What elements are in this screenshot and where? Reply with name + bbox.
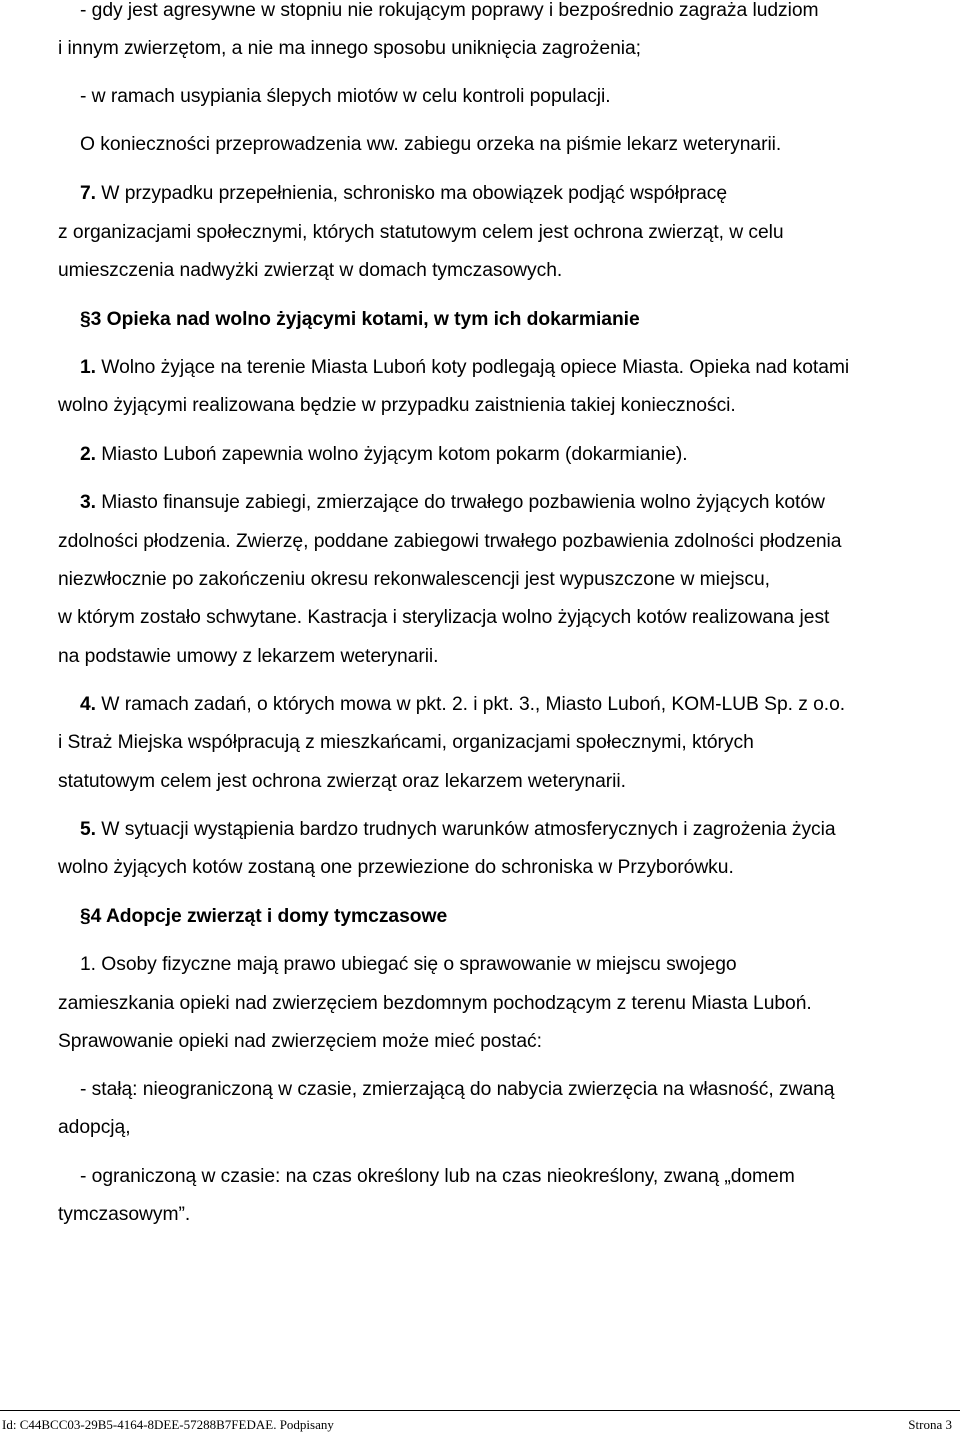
- text-line: wolno żyjących kotów zostaną one przewiezione do schroniska w Przyborówku.: [58, 857, 734, 878]
- text-line: O konieczności przeprowadzenia ww. zabiegu orzeka na piśmie lekarz weterynarii.: [80, 134, 782, 155]
- footer-divider: [0, 1410, 960, 1411]
- text-line: 1. Osoby fizyczne mają prawo ubiegać się o sprawowanie w miejscu swojego: [80, 954, 737, 975]
- section3-item-1: [80, 355, 849, 381]
- text-line: i innym zwierzętom, a nie ma innego sposobu uniknięcia zagrożenia;: [58, 38, 641, 59]
- text-line: - ograniczoną w czasie: na czas określony lub na czas nieokreślony, zwaną „domem: [80, 1166, 795, 1187]
- section-heading-3: §3 Opieka nad wolno żyjącymi kotami, w tym ich dokarmianie: [80, 309, 640, 330]
- text-line: statutowym celem jest ochrona zwierząt oraz lekarzem weterynarii.: [58, 771, 626, 792]
- text-line: - gdy jest agresywne w stopniu nie rokującym poprawy i bezpośrednio zagraża ludziom: [80, 0, 819, 21]
- section3-item-5: [80, 817, 836, 843]
- page-number: Strona 3: [908, 1417, 952, 1432]
- item-number: 2.: [80, 444, 96, 465]
- text-line: Miasto finansuje zabiegi, zmierzające do trwałego pozbawienia wolno żyjących kotów: [101, 492, 825, 513]
- text-line: - stałą: nieograniczoną w czasie, zmierzającą do nabycia zwierzęcia na własność, zwaną: [80, 1079, 835, 1100]
- text-line: Miasto Luboń zapewnia wolno żyjącym kotom pokarm (dokarmianie).: [101, 444, 688, 465]
- section-heading-4: §4 Adopcje zwierząt i domy tymczasowe: [80, 906, 448, 927]
- text-line: W przypadku przepełnienia, schronisko ma obowiązek podjąć współpracę: [101, 183, 728, 204]
- text-line: zamieszkania opieki nad zwierzęciem bezdomnym pochodzącym z terenu Miasta Luboń.: [58, 993, 812, 1014]
- section3-item-3: [80, 490, 825, 516]
- item-number: 3.: [80, 492, 96, 513]
- section3-item-4: [80, 692, 845, 718]
- text-line: i Straż Miejska współpracują z mieszkańcami, organizacjami społecznymi, których: [58, 732, 754, 753]
- section3-item-2: [80, 442, 688, 468]
- text-line: Sprawowanie opieki nad zwierzęciem może mieć postać:: [58, 1031, 542, 1052]
- item-number: 5.: [80, 819, 96, 840]
- text-line: na podstawie umowy z lekarzem weterynarii.: [58, 646, 439, 667]
- paragraph-7: [80, 181, 727, 207]
- text-line: umieszczenia nadwyżki zwierząt w domach tymczasowych.: [58, 260, 563, 281]
- text-line: w którym zostało schwytane. Kastracja i sterylizacja wolno żyjących kotów realizowana jest: [58, 607, 830, 628]
- text-line: z organizacjami społecznymi, których statutowym celem jest ochrona zwierząt, w celu: [58, 222, 784, 243]
- text-line: niezwłocznie po zakończeniu okresu rekonwalescencji jest wypuszczone w miejscu,: [58, 569, 770, 590]
- text-line: adopcją,: [58, 1117, 131, 1138]
- text-line: - w ramach usypiania ślepych miotów w celu kontroli populacji.: [80, 86, 611, 107]
- text-line: wolno żyjącymi realizowana będzie w przypadku zaistnienia takiej konieczności.: [58, 395, 736, 416]
- item-number: 1.: [80, 357, 96, 378]
- item-number: 4.: [80, 694, 96, 715]
- text-line: tymczasowym”.: [58, 1204, 191, 1225]
- text-line: W sytuacji wystąpienia bardzo trudnych warunków atmosferycznych i zagrożenia życia: [101, 819, 836, 840]
- text-line: zdolności płodzenia. Zwierzę, poddane zabiegowi trwałego pozbawienia zdolności płodzenia: [58, 531, 842, 552]
- item-number: 7.: [80, 183, 96, 204]
- text-line: W ramach zadań, o których mowa w pkt. 2. i pkt. 3., Miasto Luboń, KOM-LUB Sp. z o.o.: [101, 694, 846, 715]
- text-line: Wolno żyjące na terenie Miasta Luboń koty podlegają opiece Miasta. Opieka nad kotami: [101, 357, 850, 378]
- document-id-footer: Id: C44BCC03-29B5-4164-8DEE-57288B7FEDAE. Podpisany: [2, 1417, 334, 1432]
